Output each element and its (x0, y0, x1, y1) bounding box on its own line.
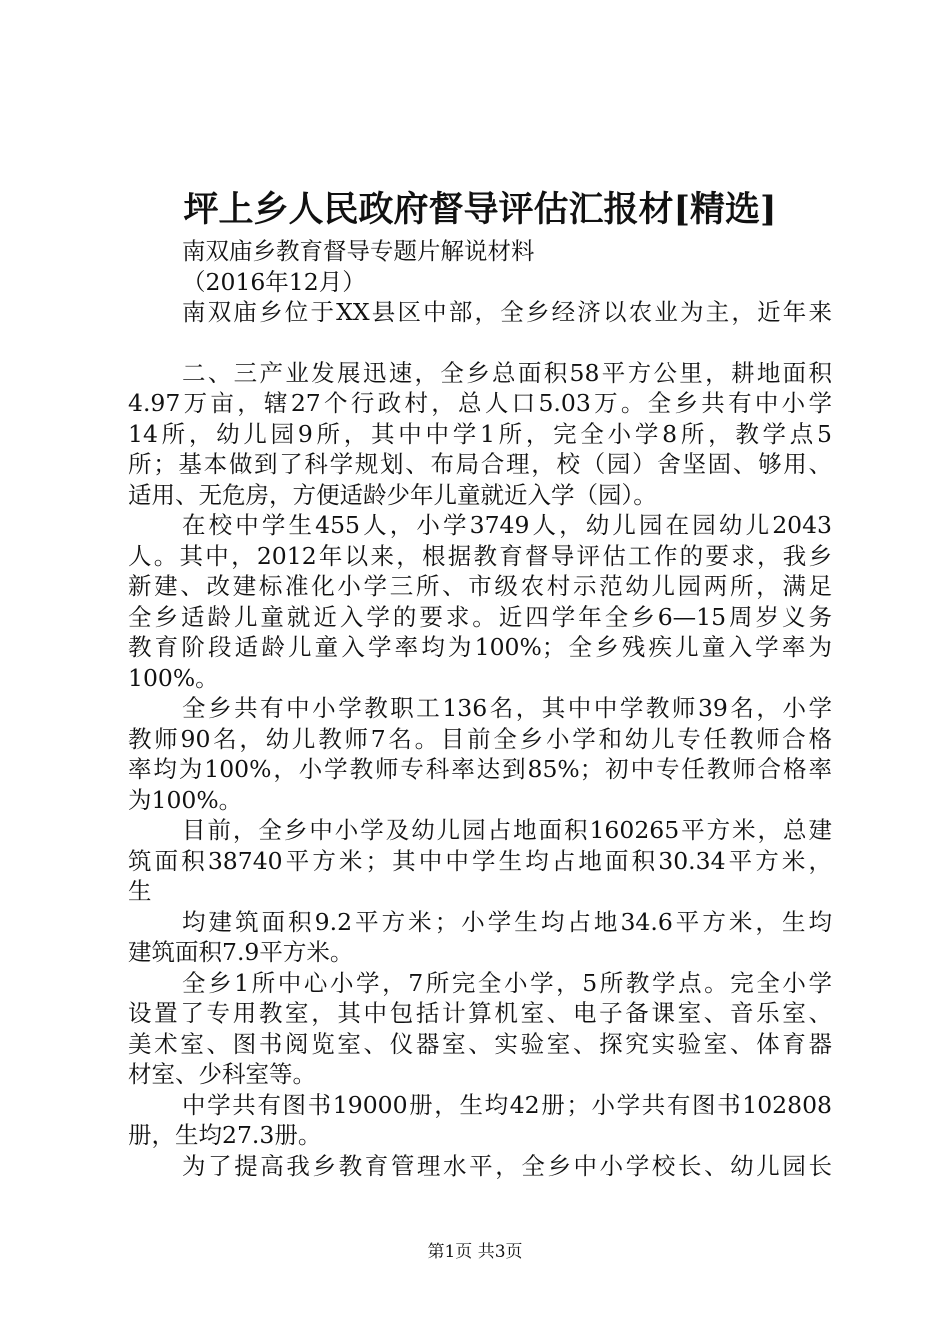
text-line: 均建筑面积9.2平方米；小学生均占地34.6平方米，生均 (182, 907, 832, 936)
text-line: 二、三产业发展迅速，全乡总面积58平方公里，耕地面积 (182, 358, 832, 387)
text-line: 14所，幼儿园9所，其中中学1所，完全小学8所，教学点5 (128, 419, 832, 448)
text-line: 教师90名，幼儿教师7名。目前全乡小学和幼儿专任教师合格 (128, 724, 832, 753)
text-line: 全乡共有中小学教职工136名，其中中学教师39名，小学 (182, 694, 832, 722)
text-line: 中学共有图书19000册，生均42册；小学共有图书102808 (182, 1090, 832, 1119)
text-line: 4.97万亩，辖27个行政村，总人口5.03万。全乡共有中小学 (128, 389, 832, 417)
text-line: 率均为100%，小学教师专科率达到85%；初中专任教师合格率 (128, 755, 832, 783)
text-line: 美术室、图书阅览室、仪器室、实验室、探究实验室、体育器 (128, 1029, 832, 1058)
text-line: 教育阶段适龄儿童入学率均为100%；全乡残疾儿童入学率为 (128, 633, 832, 661)
text-line: 所；基本做到了科学规划、布局合理，校（园）舍坚固、够用、 (128, 450, 832, 478)
subtitle-line: 南双庙乡教育督导专题片解说材料 (182, 237, 535, 265)
text-line: 建筑面积7.9平方米。 (128, 938, 354, 966)
document-title: 坪上乡人民政府督导评估汇报材[精选] (183, 189, 777, 230)
text-line: 全乡1所中心小学，7所完全小学，5所教学点。完全小学 (182, 968, 832, 997)
text-line: 生 (128, 877, 152, 905)
text-line: 在校中学生455人，小学3749人，幼儿园在园幼儿2043 (182, 511, 832, 539)
text-line: 册，生均27.3册。 (128, 1121, 322, 1149)
page-footer: 第1页 共3页 (427, 1242, 523, 1262)
text-line: 为100%。 (128, 785, 243, 814)
text-line: 材室、少科室等。 (128, 1060, 316, 1088)
text-line: 为了提高我乡教育管理水平，全乡中小学校长、幼儿园长 (182, 1151, 832, 1180)
text-line: 人。其中，2012年以来，根据教育督导评估工作的要求，我乡 (128, 541, 832, 570)
date-line: （2016年12月） (182, 267, 366, 296)
text-line: 100%。 (128, 663, 219, 692)
text-line: 全乡适龄儿童就近入学的要求。近四学年全乡6—15周岁义务 (128, 602, 832, 631)
text-line: 设置了专用教室，其中包括计算机室、电子备课室、音乐室、 (128, 999, 832, 1027)
document-body (128, 236, 832, 1181)
text-line: 筑面积38740平方米；其中中学生均占地面积30.34平方米， (128, 846, 832, 875)
text-line: 适用、无危房，方便适龄少年儿童就近入学（园）。 (128, 480, 657, 509)
text-line: 新建、改建标准化小学三所、市级农村示范幼儿园两所，满足 (128, 572, 832, 600)
text-line: 目前，全乡中小学及幼儿园占地面积160265平方米，总建 (182, 816, 832, 844)
text-line: 南双庙乡位于XX县区中部，全乡经济以农业为主，近年来 (182, 298, 832, 326)
paragraph-gap (128, 328, 832, 358)
